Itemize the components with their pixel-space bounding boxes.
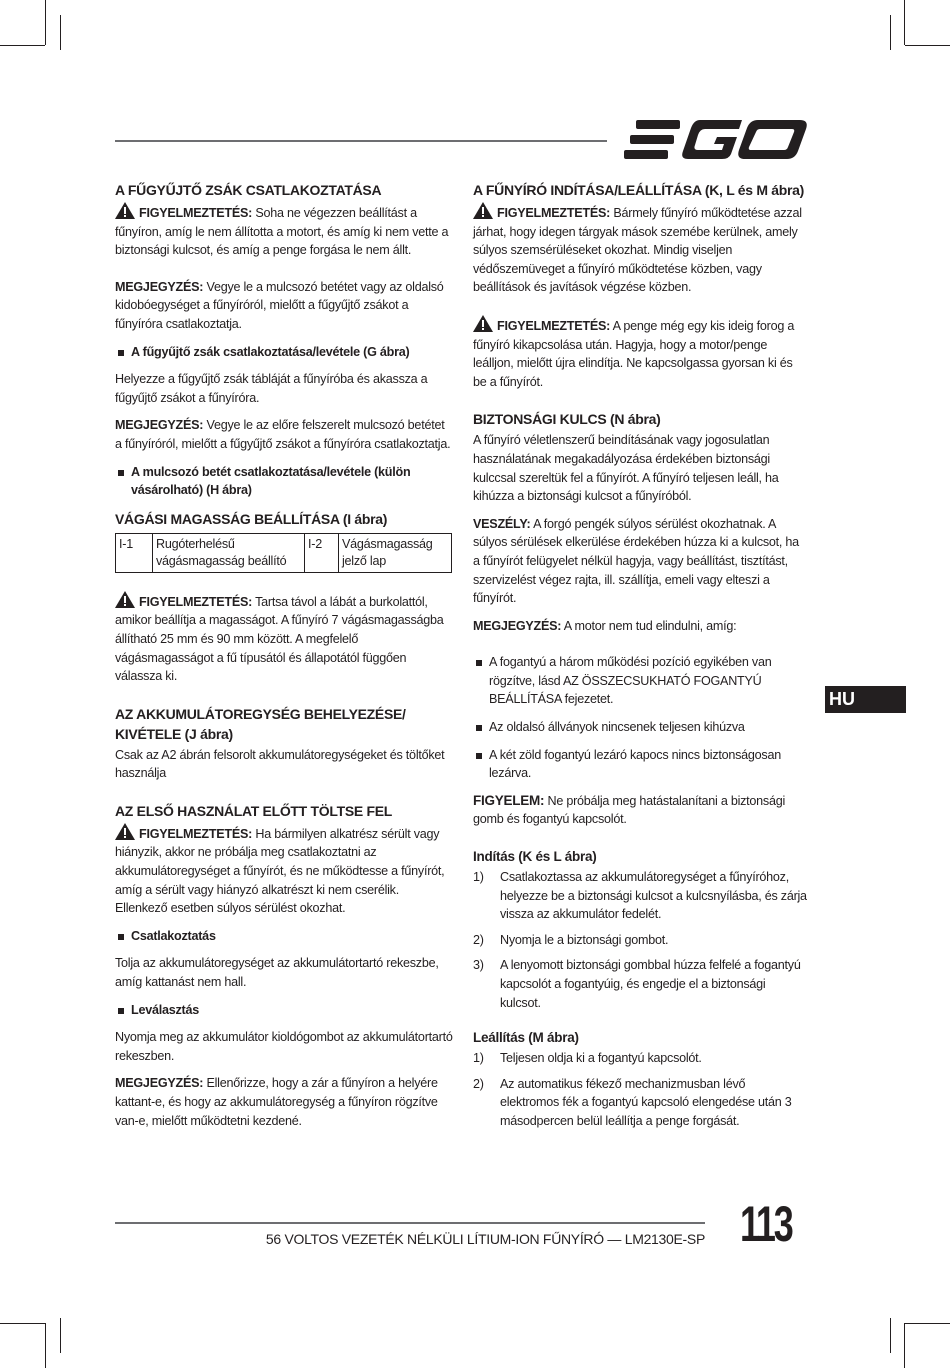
- section-title: BIZTONSÁGI KULCS (N ábra): [473, 411, 661, 428]
- table-cell: I-2: [305, 533, 339, 572]
- numbered-step: 2) Nyomja le a biztonsági gombot.: [473, 932, 669, 947]
- numbered-step: 1) Teljesen oldja ki a fogantyú kapcsolót.: [473, 1051, 702, 1066]
- right-column: [473, 180, 807, 1138]
- ego-logo: [622, 118, 810, 162]
- body-paragraph: Csak az A2 ábrán felsorolt akkumulátoregységeket és töltőket használja: [115, 747, 445, 781]
- warning-icon: [115, 823, 135, 840]
- bullet-square-icon: [476, 725, 482, 731]
- section-title: A FŰNYÍRÓ INDÍTÁSA/LEÁLLÍTÁSA (K, L és M ábra): [473, 182, 805, 198]
- crop-mark: [905, 1323, 950, 1324]
- note-label: MEGJEGYZÉS:: [473, 618, 562, 633]
- note-text: Ellenőrizze, hogy a zár a fűnyíron a helyére kattant-e, és hogy az akkumulátoregység a fűnyíron rögzítve van-e, mielőtt működtetni kezdené.: [115, 1076, 438, 1128]
- numbered-step: 2) Az automatikus fékező mechanizmusban lévő elektromos fék a fogantyú kapcsoló elengedése után 3 másodpercen belül leállítja a penge forgását.: [473, 1076, 792, 1128]
- parts-table: [115, 533, 452, 573]
- caution-paragraph: [473, 792, 807, 829]
- bullet-square-icon: [476, 660, 482, 666]
- danger-text: A forgó pengék súlyos sérülést okozhatnak. A súlyos sérülések elkerülése érdekében húzza ki a kulcsot, ha a fűnyírót felügyelet nélkül hagyja, vagy beállítást, tisztítást, szervizelést végez rajta, ill. szállítja, emeli vagy elteszi a fűnyírót.: [473, 516, 799, 606]
- table-cell: Vágásmagasság jelző lap: [339, 533, 452, 572]
- subsection-title: Indítás (K és L ábra): [473, 849, 597, 865]
- bullet-square-icon: [118, 1008, 124, 1014]
- bullet-square-icon: [118, 350, 124, 356]
- section-title: AZ AKKUMULÁTOREGYSÉG BEHELYEZÉSE/ KIVÉTELE (J ábra): [115, 705, 406, 742]
- note-paragraph: [115, 278, 453, 334]
- bullet-item: Csatlakoztatás: [115, 927, 453, 946]
- note-paragraph: [115, 416, 453, 453]
- warning-paragraph: [115, 591, 453, 686]
- bullet-item: Leválasztás: [115, 1001, 453, 1020]
- crop-mark: [45, 1323, 46, 1368]
- warning-icon: [473, 315, 493, 332]
- bullet-square-icon: [476, 753, 482, 759]
- bullet-item: A fűgyűjtő zsák csatlakoztatása/levétele (G ábra): [115, 343, 453, 362]
- bullet-item: A fogantyú a három működési pozíció egyikében van rögzítve, lásd AZ ÖSSZECSUKHATÓ FOGANTYÚ BEÁLLÍTÁSA fejezetet.: [473, 653, 807, 709]
- note-text: Vegye le a mulcsozó betétet vagy az oldalsó kidobóegységet a fűnyíróról, mielőtt a fűgyűjtő zsákot a fűnyíróra csatlakoztatja.: [115, 279, 444, 331]
- danger-paragraph: [473, 515, 807, 608]
- language-tab: HU: [825, 686, 906, 713]
- warning-label: FIGYELMEZTETÉS:: [139, 826, 253, 841]
- note-label: MEGJEGYZÉS:: [115, 279, 204, 294]
- warning-label: FIGYELMEZTETÉS:: [139, 206, 253, 220]
- section-title: AZ ELSŐ HASZNÁLAT ELŐTT TÖLTSE FEL: [115, 802, 393, 819]
- section-title: VÁGÁSI MAGASSÁG BEÁLLÍTÁSA (I ábra): [115, 510, 388, 527]
- warning-text: A penge még egy kis ideig forog a fűnyíró kikapcsolása után. Hagyja, hogy a motor/penge leálljon, mielőtt újra elindítja. Ne kapcsolgassa gyorsan ki és be a fűnyírót.: [473, 318, 795, 389]
- footer-rule: [115, 1222, 705, 1224]
- danger-label: VESZÉLY:: [473, 516, 531, 531]
- crop-mark: [0, 45, 45, 46]
- note-text: Vegye le az előre felszerelt mulcsozó betétet a fűnyíróról, mielőtt a fűgyűjtő zsákot a fűnyíróra csatlakoztatja.: [115, 418, 451, 451]
- warning-paragraph: [473, 315, 807, 391]
- body-paragraph: Tolja az akkumulátoregységet az akkumulátortartó rekeszbe, amíg kattanást nem hall.: [115, 956, 439, 990]
- table-row: [116, 533, 452, 572]
- caution-label: FIGYELEM:: [473, 792, 545, 808]
- warning-icon: [473, 202, 493, 219]
- numbered-step: 1) Csatlakoztassa az akkumulátoregységet a fűnyíróhoz, helyezze be a biztonsági kulcsot a kulcsnyílásba, és zárja vissza az akkumulátor fedelét.: [473, 870, 807, 922]
- crop-mark: [890, 1318, 891, 1353]
- warning-paragraph: [473, 202, 807, 297]
- note-paragraph: [115, 1074, 453, 1130]
- crop-mark: [0, 1323, 45, 1324]
- warning-label: FIGYELMEZTETÉS:: [497, 206, 611, 220]
- subsection-title: Leállítás (M ábra): [473, 1030, 579, 1046]
- body-paragraph: Helyezze a fűgyűjtő zsák tábláját a fűnyíróba és akassza a fűgyűjtő zsákot a fűnyíróra.: [115, 372, 428, 405]
- warning-label: FIGYELMEZTETÉS:: [497, 318, 611, 333]
- bullet-item: A mulcsozó betét csatlakoztatása/levétele (külön vásárolható) (H ábra): [115, 463, 453, 500]
- numbered-step: 3) A lenyomott biztonsági gombbal húzza felfelé a fogantyú kapcsolót a fogantyúig, és engedje el a biztonsági kulcsot.: [473, 958, 801, 1010]
- warning-text: Tartsa távol a lábát a burkolattól, amikor beállítja a magasságot. A fűnyíró 7 vágásmagasságba állítható 25 mm és 90 mm között. A megfelelő vágásmagasságot a fű típusától és állapotától függően válassza ki.: [115, 594, 444, 684]
- note-label: MEGJEGYZÉS:: [115, 1076, 204, 1091]
- warning-paragraph: [115, 823, 453, 918]
- page-number: 113: [740, 1196, 792, 1252]
- crop-mark: [60, 15, 61, 50]
- bullet-item: A két zöld fogantyú lezáró kapocs nincs biztonságosan lezárva.: [473, 746, 807, 783]
- note-label: MEGJEGYZÉS:: [115, 418, 204, 433]
- warning-icon: [115, 591, 135, 608]
- footer-text: 56 VOLTOS VEZETÉK NÉLKÜLI LÍTIUM-ION FŰNYÍRÓ — LM2130E-SP: [265, 1231, 705, 1247]
- bullet-item: Az oldalsó állványok nincsenek teljesen kihúzva: [473, 718, 807, 737]
- warning-label: FIGYELMEZTETÉS:: [139, 594, 253, 609]
- note-paragraph: [473, 617, 807, 636]
- note-text: A motor nem tud elindulni, amíg:: [563, 618, 737, 633]
- caution-text: Ne próbálja meg hatástalanítani a biztonsági gomb és fogantyú kapcsolót.: [473, 793, 786, 827]
- warning-text: Ha bármilyen alkatrész sérült vagy hiányzik, akkor ne próbálja meg csatlakoztatni az akkumulátoregységet a fűnyírót, és ne működtesse a fűnyírót, amíg a sérült vagy hiányzó alkatrészt ki nem cserélik. Ellenkező esetben súlyos sérülést okozhat.: [115, 826, 445, 916]
- body-paragraph: Nyomja meg az akkumulátor kioldógombot az akkumulátortartó rekeszben.: [115, 1030, 453, 1063]
- left-column: [115, 180, 453, 1139]
- warning-icon: [115, 202, 135, 219]
- crop-mark: [890, 15, 891, 50]
- crop-mark: [45, 0, 46, 45]
- section-title: A FŰGYŰJTŐ ZSÁK CSATLAKOZTATÁSA: [115, 182, 382, 198]
- crop-mark: [904, 1323, 905, 1368]
- table-cell: I-1: [116, 533, 153, 572]
- header-rule: [115, 140, 607, 142]
- warning-paragraph: [115, 202, 453, 260]
- warning-text: Bármely fűnyíró működtetése azzal járhat, hogy idegen tárgyak mások szemébe kerülnek, amely súlyos szemsérüléseket okozhat. Mindig viseljen védőszemüveget a fűnyíró működtetése közben, vagy beállítások és javítások végzése közben.: [473, 206, 802, 295]
- crop-mark: [904, 0, 905, 45]
- crop-mark: [60, 1318, 61, 1353]
- warning-text: Soha ne végezzen beállítást a fűnyíron, amíg le nem állította a motort, és amíg ki nem vette a biztonsági kulcsot, és amíg a penge forgása le nem állt.: [115, 206, 449, 258]
- crop-mark: [905, 45, 950, 46]
- table-cell: Rugóterhelésű vágásmagasság beállító: [153, 533, 305, 572]
- body-paragraph: A fűnyíró véletlenszerű beindításának vagy jogosulatlan használatának megakadályozása érdekében biztonsági kulccsal szereltük fel a fűnyírót. A fűnyíró teljesen leáll, ha kihúzza a biztonsági kulcsot a fűnyíróból.: [473, 433, 779, 504]
- bullet-square-icon: [118, 470, 124, 476]
- bullet-square-icon: [118, 934, 124, 940]
